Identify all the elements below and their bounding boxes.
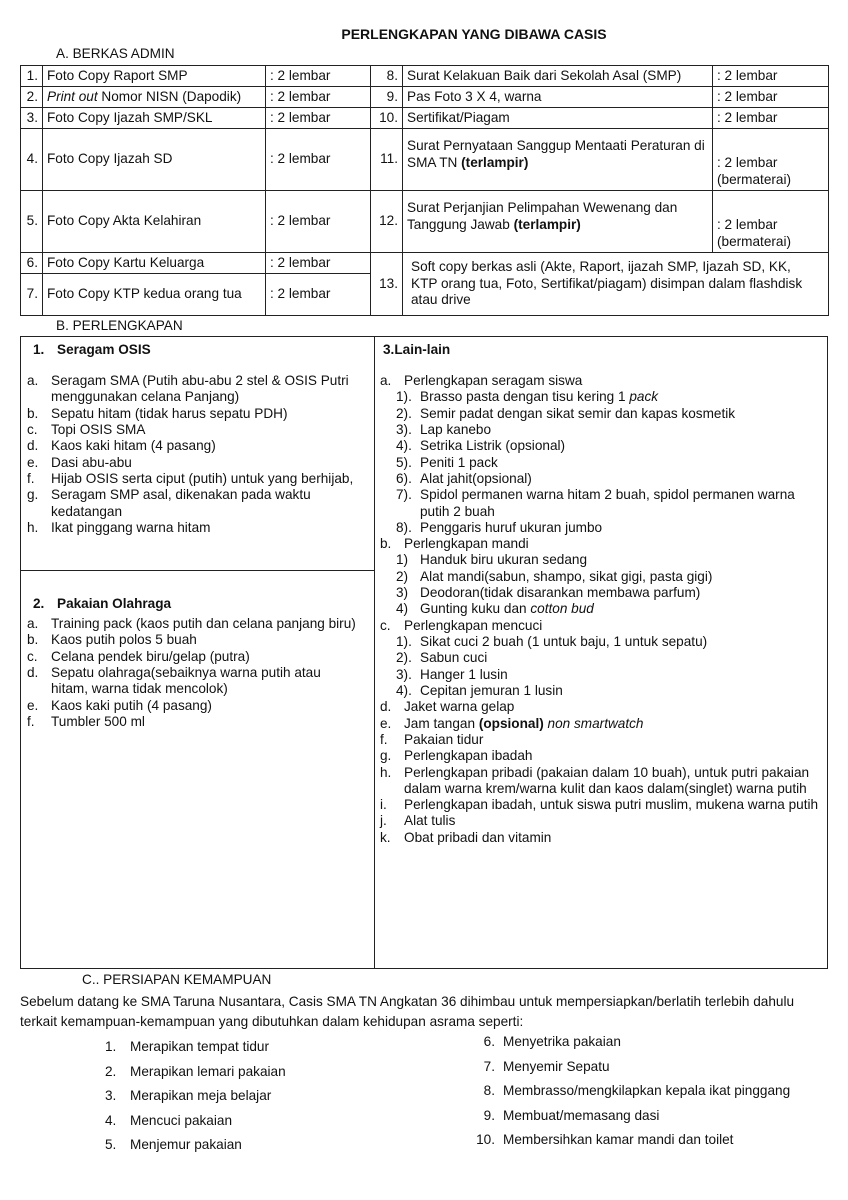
- perlengkapan-mencuci-list: [380, 634, 820, 699]
- list-item: h. Perlengkapan pribadi (pakaian dalam 10 buah), untuk putri pakaian dalam warna krem/warna kulit dan kaos dalam(singlet) warna putih: [380, 764, 810, 796]
- list-item: b. Kaos putih polos 5 buah: [27, 632, 197, 648]
- list-item: 3). Lap kanebo: [396, 421, 492, 437]
- pakaian-olahraga-list: [27, 616, 357, 730]
- list-item: f. Hijab OSIS serta ciput (putih) untuk yang berhijab,: [27, 470, 354, 486]
- table-row: 2. Print out Nomor NISN (Dapodik) : 2 lembar 9. Pas Foto 3 X 4, warna : 2 lembar: [21, 87, 829, 108]
- list-item: 6). Alat jahit(opsional): [396, 470, 532, 486]
- table-row: 3. Foto Copy Ijazah SMP/SKL : 2 lembar 10. Sertifikat/Piagam : 2 lembar: [21, 108, 829, 129]
- list-item: a. Perlengkapan seragam siswa: [380, 373, 583, 388]
- list-item: e. Dasi abu-abu: [27, 454, 132, 470]
- list-item: e. Jam tangan (opsional) non smartwatch: [380, 715, 644, 731]
- list-item: 4. Mencuci pakaian: [105, 1112, 233, 1128]
- list-item: 1. Merapikan tempat tidur: [105, 1039, 270, 1054]
- list-item: 7). Spidol permanen warna hitam 2 buah, spidol permanen warna putih 2 buah: [396, 487, 795, 519]
- list-item: 1). Brasso pasta dengan tisu kering 1 pack: [396, 389, 659, 405]
- list-item: c. Perlengkapan mencuci: [380, 617, 543, 633]
- list-item: 3) Deodoran(tidak disarankan membawa parfum): [396, 585, 701, 601]
- section-a-heading: A. BERKAS ADMIN: [56, 46, 175, 61]
- list-item: 10. Membersihkan kamar mandi dan toilet: [476, 1132, 734, 1147]
- table-row: 1. Foto Copy Raport SMP : 2 lembar 8. Surat Kelakuan Baik dari Sekolah Asal (SMP) : 2 lembar: [21, 66, 829, 87]
- table-row: 7. Foto Copy KTP kedua orang tua : 2 lembar: [21, 274, 829, 316]
- list-item: 3). Hanger 1 lusin: [396, 666, 508, 682]
- kemampuan-list-right: [462, 1034, 842, 1157]
- table-row: 6. Foto Copy Kartu Keluarga : 2 lembar 13. Soft copy berkas asli (Akte, Raport, ijazah SMP, Ijazah SD, KK, KTP orang tua, Foto, Sertifikat/piagam) disimpan dalam flashdisk atau drive: [21, 253, 829, 274]
- list-item: j. Alat tulis: [380, 813, 456, 829]
- list-item: c. Topi OSIS SMA: [27, 421, 146, 437]
- list-item: h. Ikat pinggang warna hitam: [27, 519, 211, 535]
- list-item: i. Perlengkapan ibadah, untuk siswa putri muslim, mukena warna putih: [380, 797, 819, 813]
- list-item: 8. Membrasso/mengkilapkan kepala ikat pinggang: [483, 1083, 791, 1098]
- list-item: 4). Cepitan jemuran 1 lusin: [396, 682, 563, 698]
- list-item: f. Tumbler 500 ml: [27, 713, 145, 729]
- list-item: b. Sepatu hitam (tidak harus sepatu PDH): [27, 405, 288, 421]
- list-item: 5). Peniti 1 pack: [396, 454, 498, 470]
- list-item: 1). Sikat cuci 2 buah (1 untuk baju, 1 untuk sepatu): [396, 634, 708, 649]
- pakaian-olahraga-box: [20, 570, 375, 969]
- table-row: 4. Foto Copy Ijazah SD : 2 lembar 11. Surat Pernyataan Sanggup Mentaati Peraturan di SMA TN (terlampir) : 2 lembar (bermaterai): [21, 129, 829, 191]
- seragam-osis-list: [27, 373, 357, 536]
- page-title: PERLENGKAPAN YANG DIBAWA CASIS: [341, 26, 607, 42]
- table-row: 5. Foto Copy Akta Kelahiran : 2 lembar 12. Surat Perjanjian Pelimpahan Wewenang dan Tanggung Jawab (terlampir) : 2 lembar (bermaterai): [21, 191, 829, 253]
- lain-lain-title: 3.Lain-lain: [383, 342, 451, 357]
- list-item: c. Celana pendek biru/gelap (putra): [27, 648, 250, 664]
- list-item: 2). Sabun cuci: [396, 650, 488, 666]
- perlengkapan-mandi-list: [380, 552, 820, 617]
- lain-lain-content: [380, 373, 820, 846]
- list-item: g. Perlengkapan ibadah: [380, 748, 533, 764]
- list-item: e. Kaos kaki putih (4 pasang): [27, 697, 212, 713]
- list-item: b. Perlengkapan mandi: [380, 536, 529, 552]
- list-item: g. Seragam SMP asal, dikenakan pada waktu kedatangan: [27, 487, 311, 519]
- section-c-heading: C.. PERSIAPAN KEMAMPUAN: [82, 972, 272, 987]
- pakaian-olahraga-title: 2. Pakaian Olahraga: [33, 596, 172, 611]
- list-item: 9. Membuat/memasang dasi: [483, 1107, 660, 1123]
- list-item: 5. Menjemur pakaian: [105, 1137, 242, 1152]
- list-item: d. Jaket warna gelap: [380, 699, 515, 715]
- list-item: 8). Penggaris huruf ukuran jumbo: [396, 519, 603, 535]
- seragam-osis-title: 1. Seragam OSIS: [33, 342, 151, 357]
- list-item: 2) Alat mandi(sabun, shampo, sikat gigi, pasta gigi): [396, 568, 713, 584]
- section-c-intro: Sebelum datang ke SMA Taruna Nusantara, Casis SMA TN Angkatan 36 dihimbau untuk mempersiapkan/berlatih terlebih dahulu terkait kemampuan-kemampuan yang dibutuhkan dalam kehidupan asrama seperti:: [20, 994, 795, 1029]
- berkas-admin-table: [20, 65, 829, 316]
- list-item: 3. Merapikan meja belajar: [105, 1088, 272, 1103]
- list-item: a. Seragam SMA (Putih abu-abu 2 stel & OSIS Putri menggunakan celana Panjang): [27, 373, 349, 405]
- list-item: f. Pakaian tidur: [380, 731, 484, 747]
- list-item: 6. Menyetrika pakaian: [483, 1034, 621, 1049]
- lain-lain-box: [374, 336, 828, 969]
- list-item: a. Training pack (kaos putih dan celana panjang biru): [27, 616, 356, 631]
- section-b-heading: B. PERLENGKAPAN: [56, 318, 183, 333]
- list-item: d. Kaos kaki hitam (4 pasang): [27, 438, 216, 454]
- lain-lain-other-list: [380, 699, 820, 846]
- perlengkapan-seragam-list: [380, 389, 820, 536]
- list-item: 4). Setrika Listrik (opsional): [396, 438, 566, 454]
- list-item: 2. Merapikan lemari pakaian: [105, 1063, 286, 1079]
- list-item: 2). Semir padat dengan sikat semir dan kapas kosmetik: [396, 405, 736, 421]
- list-item: d. Sepatu olahraga(sebaiknya warna putih atau hitam, warna tidak mencolok): [27, 664, 321, 697]
- list-item: k. Obat pribadi dan vitamin: [380, 829, 552, 845]
- list-item: 7. Menyemir Sepatu: [483, 1058, 610, 1074]
- list-item: 1) Handuk biru ukuran sedang: [396, 552, 588, 568]
- kemampuan-list-left: [105, 1039, 435, 1162]
- seragam-osis-box: [20, 336, 375, 571]
- list-item: 4) Gunting kuku dan cotton bud: [396, 601, 594, 617]
